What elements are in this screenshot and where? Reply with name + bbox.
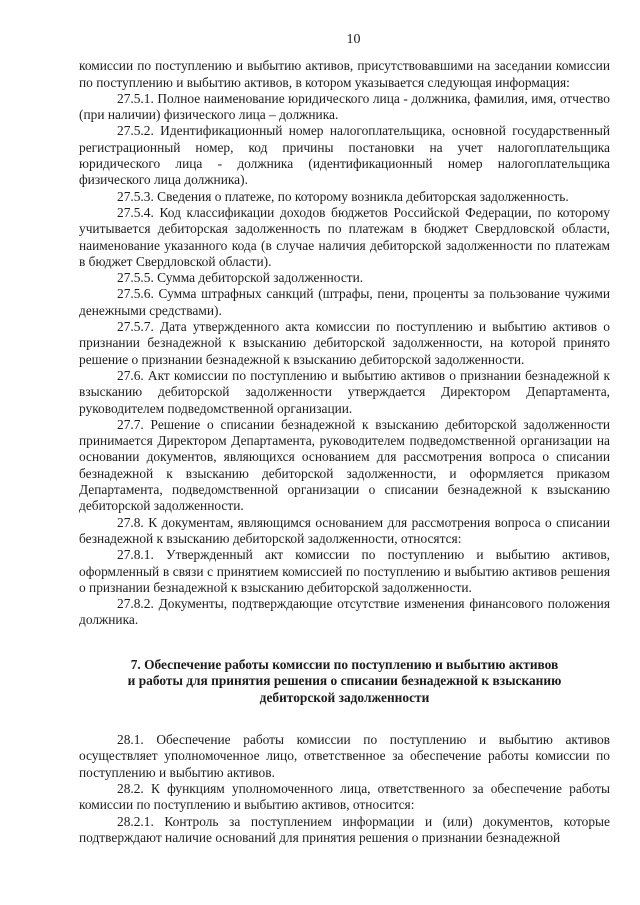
paragraph: 27.5.4. Код классификации доходов бюджетов Российской Федерации, по которому учитывается дебиторская задолженность по платежам в бюджет Свердловской области, наименование указанного кода (в случае наличия дебиторской задолженности по платежам в бюджет Свердловской области). — [79, 204, 610, 269]
paragraph: 27.8.1. Утвержденный акт комиссии по поступлению и выбытию активов, оформленный в связи с принятием комиссией по поступлению и выбытию активов решения о признании безнадежной к взысканию дебиторской задолженности. — [79, 547, 610, 595]
paragraph: 28.1. Обеспечение работы комиссии по поступлению и выбытию активов осуществляет уполномоченное лицо, ответственное за обеспечение работы комиссии по поступлению и выбытию активов. — [79, 732, 610, 780]
paragraph: 27.5.5. Сумма дебиторской задолженности. — [117, 270, 364, 286]
paragraph: 27.5.2. Идентификационный номер налогоплательщика, основной государственный регистрационный номер, код причины постановки на учет налогоплательщика юридического лица - должника (идентификационный номер налогоплательщика физического лица должника). — [79, 123, 610, 188]
page-number: 10 — [346, 32, 361, 47]
paragraph: 27.8.2. Документы, подтверждающие отсутствие изменения финансового положения должника. — [79, 596, 610, 628]
section-heading — [79, 657, 610, 707]
paragraph: комиссии по поступлению и выбытию активов, присутствовавшими на заседании комиссии по поступлению и выбытию активов, в котором указывается следующая информация: — [79, 58, 610, 90]
paragraph: 27.5.1. Полное наименование юридического лица - должника, фамилия, имя, отчество (при наличии) физического лица – должника. — [79, 90, 610, 123]
paragraph: 27.5.6. Сумма штрафных санкций (штрафы, пени, проценты за пользование чужими денежными средствами). — [79, 286, 610, 318]
paragraph: 28.2.1. Контроль за поступлением информации и (или) документов, которые подтверждают наличие оснований для принятия решения о признании безнадежной — [79, 813, 610, 845]
paragraph: 27.5.7. Дата утвержденного акта комиссии по поступлению и выбытию активов о признании безнадежной к взысканию дебиторской задолженности, на которой принято решение о признании безнадежной к взысканию дебиторской задолженности. — [79, 319, 610, 367]
section-heading-line: 7. Обеспечение работы комиссии по поступлению и выбытию активов — [130, 656, 559, 672]
paragraph: 28.2. К функциям уполномоченного лица, ответственного за обеспечение работы комиссии по поступлению и выбытию активов, относится: — [79, 781, 610, 813]
section-heading-line: и работы для принятия решения о списании безнадежной к взысканию — [127, 673, 562, 689]
paragraph: 27.5.3. Сведения о платеже, по которому возникла дебиторская задолженность. — [117, 188, 569, 204]
section-heading-line: дебиторской задолженности — [259, 689, 430, 705]
body-text-after — [79, 732, 610, 846]
paragraph: 27.8. К документам, являющимся основанием для рассмотрения вопроса о списании безнадежной к взысканию дебиторской задолженности, относятся: — [79, 514, 610, 546]
paragraph: 27.6. Акт комиссии по поступлению и выбытию активов о признании безнадежной к взысканию дебиторской задолженности утверждается Директором Департамента, руководителем подведомственной организации. — [79, 367, 610, 416]
body-text-before — [79, 58, 610, 628]
paragraph: 27.7. Решение о списании безнадежной к взысканию дебиторской задолженности принимается Директором Департамента, руководителем подведомственной организации на основании документов, являющихся основанием для рассмотрения вопроса о списании безнадежной к взысканию дебиторской задолженности, и оформляется приказом Департамента, подведомственной организации о списании безнадежной к взысканию дебиторской задолженности. — [79, 416, 610, 514]
